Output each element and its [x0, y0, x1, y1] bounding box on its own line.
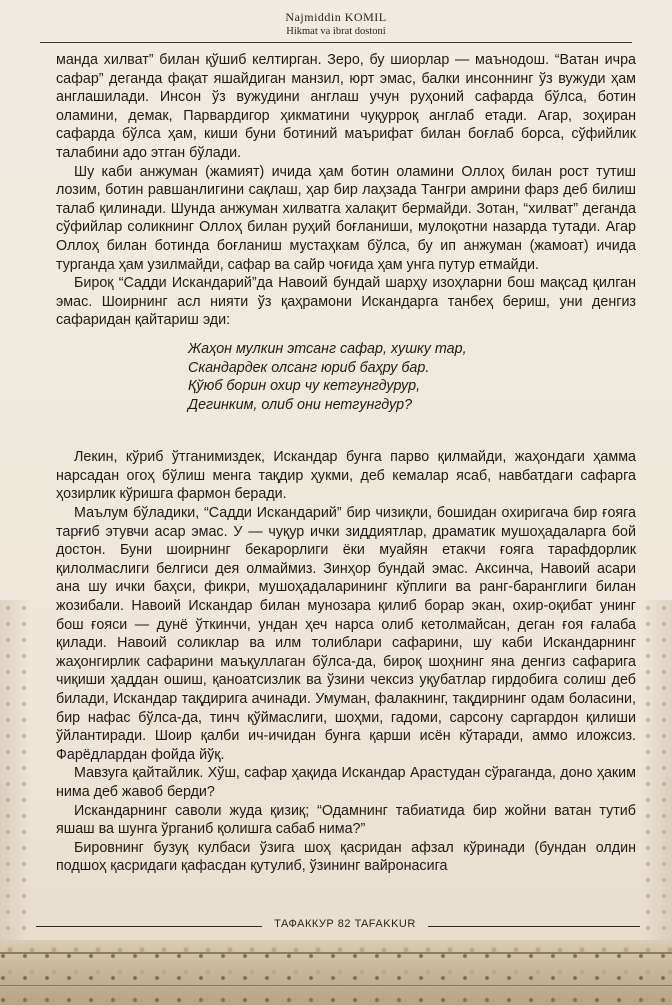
paragraph-3: Бироқ “Садди Искандарий”да Навоий бундай шарҳу изоҳларни бош мақсад қилган эмас. Шоирнинг асл нияти ўз қаҳрамони Искандарга танбеҳ бериш, уни денгиз сафаридан қайтариш эди:	[56, 275, 636, 329]
paragraph-2: Шу каби анжуман (жамият) ичида ҳам ботин оламини Оллоҳ билан рост тутиш лозим, ботин равшанлигини сақлаш, ҳар бир лаҳзада Тангри амрини фарз деб билиш талаб қилинади. Шунда анжуман хилватга халақит бермайди. Зотан, “хилват” деганда сўфийлар соликнинг Оллоҳ билан руҳий боғланиши, мулоқотни назарда тутади. Агар Оллоҳ билан ботинда боғланиш мустаҳкам бўлса, бу ип анжуман (жамоат) ичида турганда ҳам узилмайди, сафар ва сайр чоғида ҳам унга путур етмайди.	[56, 163, 636, 273]
poem-line-2: Скандардек олсанг юриб баҳру бар.	[188, 359, 430, 376]
paragraph-7: Искандарнинг саволи жуда қизиқ; “Одамнинг табиатида бир жойни ватан тутиб яшаш ва шунга ўрганиб қолишга сабаб нима?”	[56, 802, 636, 838]
ornamental-border	[0, 940, 672, 1005]
paragraph-8: Бировнинг бузуқ кулбаси ўзига шоҳ қасридан афзал кўринади (бундан олдин подшоҳ қасридаги қафасдан қутулиб, ўзининг вайронасига	[56, 839, 636, 875]
poem-line-4: Дегинким, олиб они нетгунгдур?	[188, 396, 413, 413]
border-line-bottom	[0, 985, 672, 986]
border-line-top	[0, 952, 672, 954]
ornament-side-right	[642, 600, 672, 940]
header-rule	[40, 42, 632, 43]
paragraph-1: манда хилват” билан қўшиб келтирган. Зеро, бу шиорлар — маънодош. “Ватан ичра сафар” деганда фақат яшайдиган манзил, юрт эмас, балки инсоннинг ўз вужуди ҳам англашилади. Инсон ўз вужудини англаш учун руҳоний сафарда бўлса, ботин оламини, демак, Парвардигор ҳикматини чуқуррoқ англаб етади. Агар, зоҳиран сафарда бўлса ҳам, киши буни ботиний маърифат билан боғлаб борса, сўфийлик талабини адо этган бўлади.	[56, 52, 636, 161]
ornament-side-left	[0, 600, 30, 940]
footer-rule-left	[36, 926, 262, 927]
header-subtitle: Hikmat va ibrat dostoni	[286, 26, 386, 37]
body-text	[56, 51, 636, 876]
footer-page-label: ТАФАККУР 82 TAFAKKUR	[274, 918, 416, 930]
paragraph-4: Лекин, кўриб ўтганимиздек, Искандар бунга парво қилмайди, жаҳондаги ҳамма нарсадан огоҳ бўлиш менга тақдир ҳукми, деб кемалар ясаб, навбатдаги сафарга ҳозирлик кўришга фармон беради.	[56, 449, 636, 503]
header-author: Najmiddin KOMIL	[285, 10, 387, 24]
running-header	[0, 10, 672, 37]
poem-line-3: Қўюб борин охир чу кетгунгдурур,	[188, 378, 421, 395]
poem-quote	[188, 340, 636, 414]
footer-rule-right	[428, 926, 640, 927]
paragraph-6: Мавзуга қайтайлик. Хўш, сафар ҳақида Искандар Арастудан сўраганда, доно ҳаким нима деб жавоб берди?	[56, 765, 636, 800]
paragraph-5: Маълум бўладики, “Садди Искандарий” бир чизиқли, бошидан охиригача бир ғояга тарғиб этувчи асар эмас. У — чуқур ички зиддиятлар, драматик мушоҳадаларга бой достон. Буни шоирнинг бекарорлиги ёки муайян етакчи ғояга тарафдорлик қилолмаслиги белгиси дея олмаймиз. Зинҳор бундай эмас. Аксинча, Навоий асари ана шу ички баҳси, фикри, мушоҳадаларининг кўплиги ва ранг-баранглиги билан жозибали. Навоий Искандар билан мунозара қилиб борар экан, охир-оқибат унинг бош ғояси — дунё ўткинчи, ундан ҳеч нарса олиб кетолмайсан, деган ғоя ғалаба қилади. Навоий соликлар ва илм толиблари сафарини, шу каби Искандарнинг жаҳонгирлик сафарини маъқуллаган бўлса-да, бироқ шоҳнинг яна денгиз сафарига чиқиши ҳаддан ошиш, қаноатсизлик ва ўзини чексиз уқубатлар гирдобига солиш деб билади, Искандар тақдирига ачинади. Умуман, фалакнинг, тақдирнинг одам боласини, бир нафас бўлса-да, тинч қўймаслиги, шоҳми, гадоми, сарсону саргардон қилиши ўйлантиради. Шоир қалби ич-ичидан бунга қарши исён кўтаради, аммо иложсиз. Фарёдлардан фойда йўқ.	[56, 505, 636, 763]
poem-line-1: Жаҳон мулкин этсанг сафар, хушку тар,	[188, 340, 467, 357]
